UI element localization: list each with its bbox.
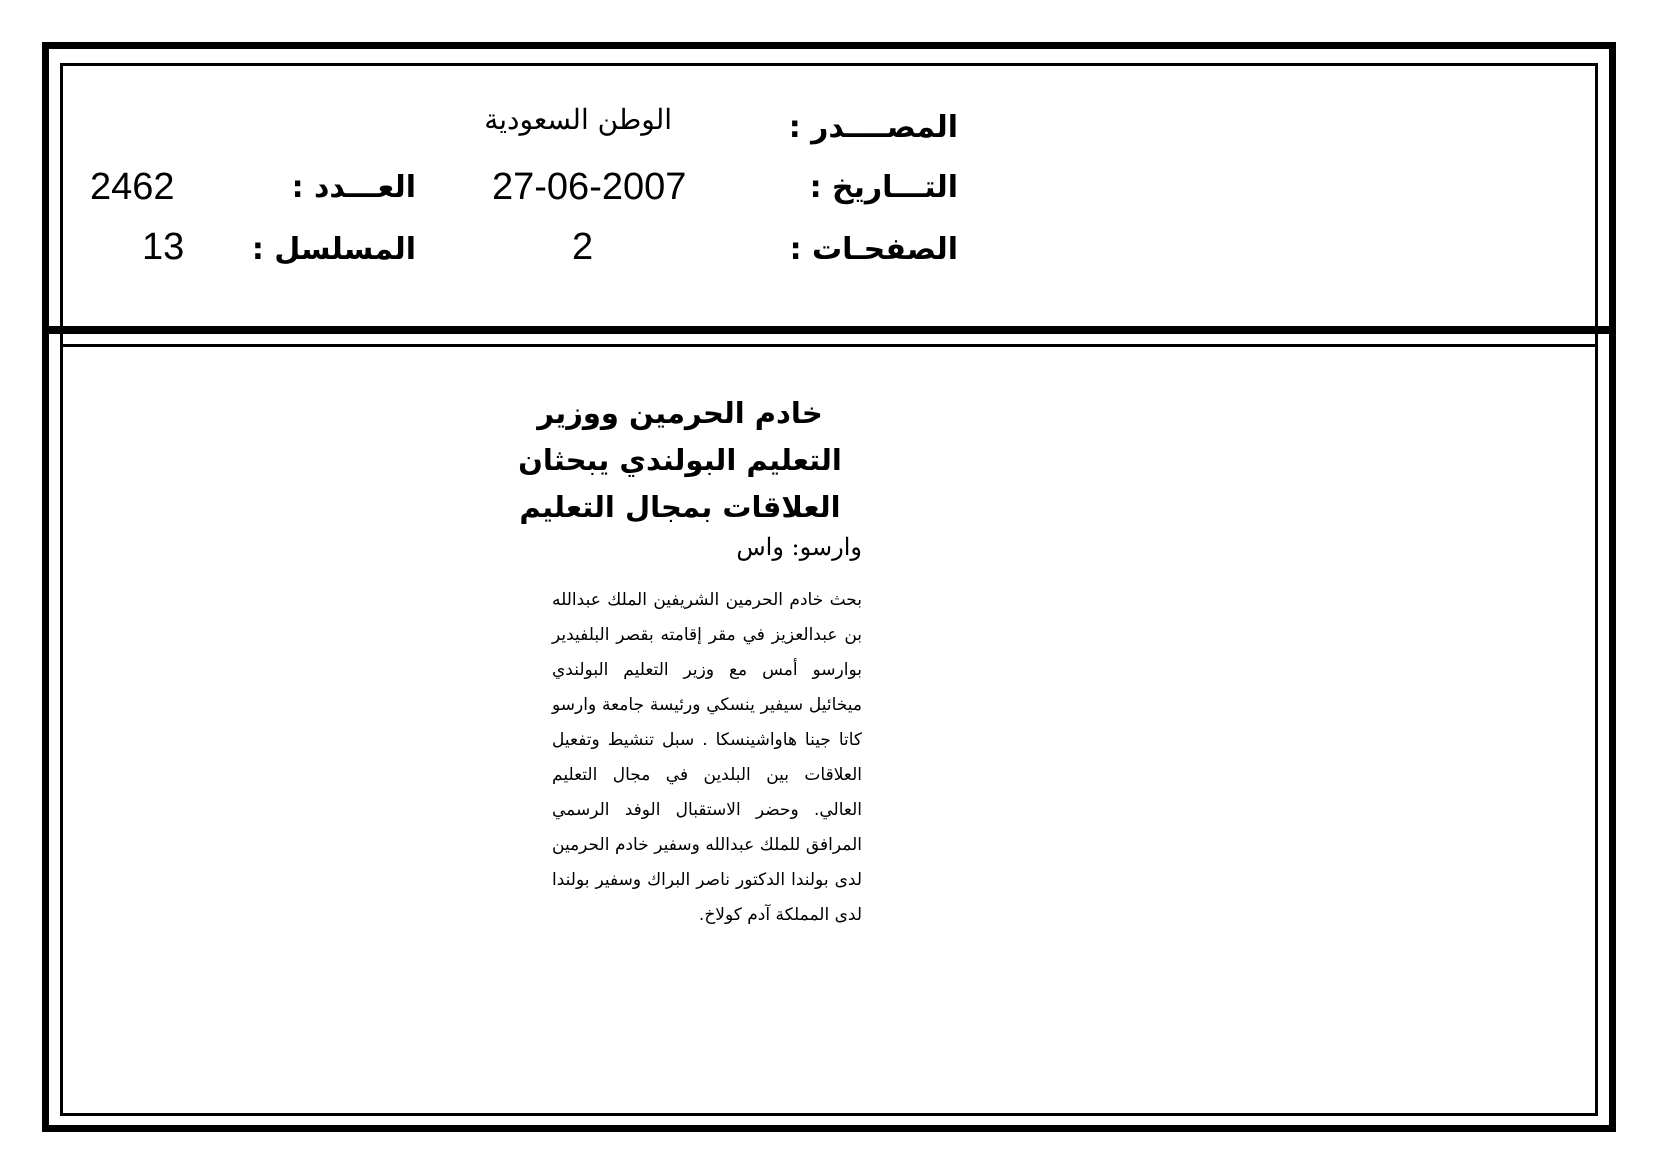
pages-label: الصفحـات :	[789, 232, 958, 267]
date-label: التـــاريخ :	[809, 170, 958, 205]
article-body: بحث خادم الحرمين الشريفين الملك عبدالله بن عبدالعزيز في مقر إقامته بقصر البلفيدير بوارسو أمس مع وزير التعليم البولندي ميخائيل سيفير ينسكي ورئيسة جامعة وارسو كاتا جينا هاواشينسكا . سبل تنشيط وتفعيل العلاقات بين البلدين في مجال التعليم العالي. وحضر الاستقبال الوفد الرسمي المرافق للملك عبدالله وسفير خادم الحرمين لدى بولندا الدكتور ناصر البراك وسفير بولندا لدى المملكة آدم كولاخ.	[552, 590, 862, 925]
serial-value: 13	[142, 226, 185, 268]
issue-value: 2462	[90, 166, 175, 208]
pages-value: 2	[572, 226, 594, 268]
source-label: المصــــدر :	[788, 110, 958, 145]
serial-label: المسلسل :	[251, 232, 416, 267]
date-value: 27-06-2007	[492, 166, 687, 208]
issue-label: العـــدد :	[291, 170, 416, 205]
article-headline: خادم الحرمين ووزير التعليم البولندي يبحثان العلاقات بمجال التعليم	[518, 396, 842, 524]
header-divider-thin	[60, 344, 1598, 347]
header-divider-thick	[42, 326, 1616, 334]
article-dateline: وارسو: واس	[736, 533, 862, 561]
source-value: الوطن السعودية	[484, 103, 672, 136]
